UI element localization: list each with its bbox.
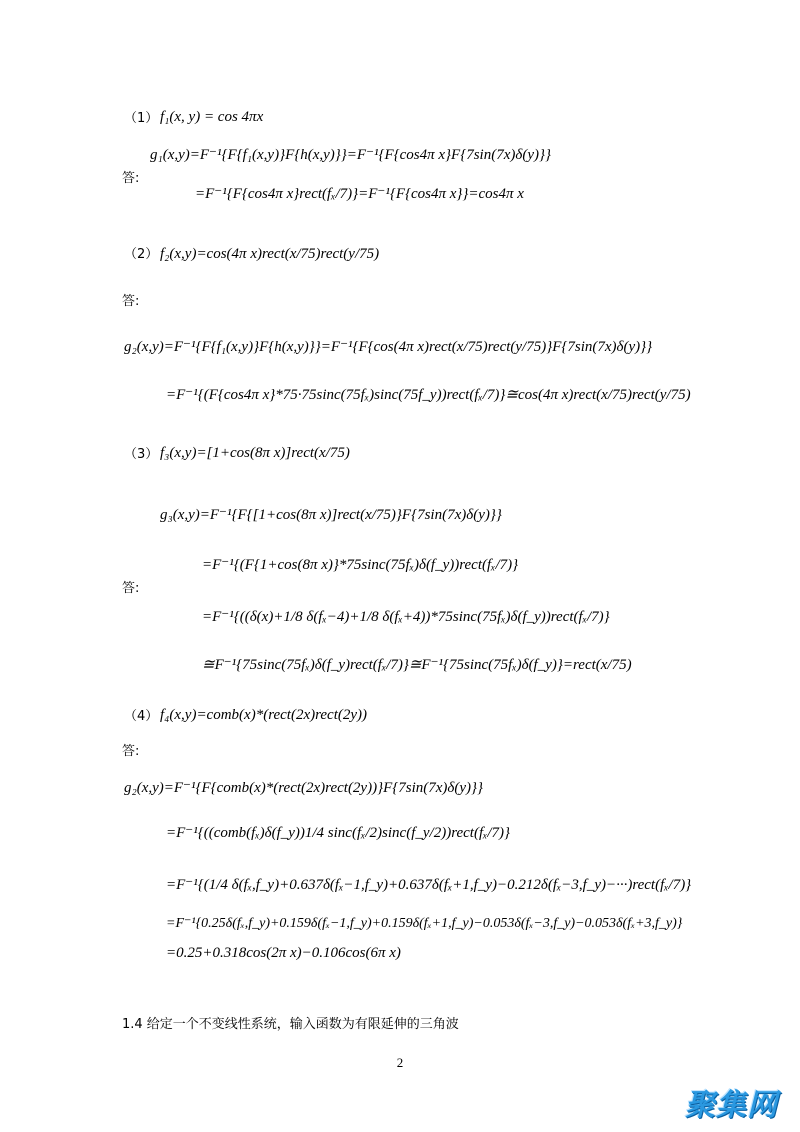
problem-2-step-2: =F⁻¹{(F{cos4π x}*75·75sinc(75fₓ)sinc(75f_y))rect(fₓ/7)}≅cos(4π x)rect(x/75)rect(y/75)	[166, 387, 691, 403]
watermark-logo: 聚集网	[685, 1088, 778, 1123]
problem-4-step-2: =F⁻¹{((comb(fₓ)δ(f_y))1/4 sinc(fₓ/2)sinc(f_y/2))rect(fₓ/7)}	[166, 825, 511, 841]
problem-1-step-2: =F⁻¹{F{cos4π x}rect(fₓ/7)}=F⁻¹{F{cos4π x}}=cos4π x	[195, 186, 524, 202]
problem-3-label: （3）	[124, 447, 159, 462]
problem-4-step-4: =F⁻¹{0.25δ(fₓ,f_y)+0.159δ(fₓ−1,f_y)+0.159δ(fₓ+1,f_y)−0.053δ(fₓ−3,f_y)−0.053δ(fₓ+3,f_y)}	[166, 916, 683, 931]
problem-1-statement: f₁(x, y) = cos 4πx	[160, 109, 264, 125]
next-problem-intro: 1.4 给定一个不变线性系统，输入函数为有限延伸的三角波	[122, 1017, 459, 1032]
page-number: 2	[396, 1055, 404, 1070]
problem-4-step-5: =0.25+0.318cos(2π x)−0.106cos(6π x)	[166, 945, 401, 961]
problem-4-step-1: g₂(x,y)=F⁻¹{F{comb(x)*(rect(2x)rect(2y))}F{7sin(7x)δ(y)}}	[124, 780, 484, 796]
problem-4-step-3: =F⁻¹{(1/4 δ(fₓ,f_y)+0.637δ(fₓ−1,f_y)+0.637δ(fₓ+1,f_y)−0.212δ(fₓ−3,f_y)−···)rect(fₓ/7)}	[166, 877, 692, 893]
problem-2-answer-label: 答:	[122, 294, 140, 309]
problem-3-answer-label: 答:	[122, 581, 140, 596]
problem-4-label: （4）	[124, 709, 159, 724]
problem-2-step-1: g₂(x,y)=F⁻¹{F{f₁(x,y)}F{h(x,y)}}=F⁻¹{F{cos(4π x)rect(x/75)rect(y/75)}F{7sin(7x)δ(y)}}	[124, 339, 653, 355]
problem-1-step-1: g₁(x,y)=F⁻¹{F{f₁(x,y)}F{h(x,y)}}=F⁻¹{F{cos4π x}F{7sin(7x)δ(y)}}	[150, 147, 551, 163]
problem-1-answer-label: 答:	[122, 171, 140, 186]
problem-4-statement: f₄(x,y)=comb(x)*(rect(2x)rect(2y))	[160, 707, 368, 723]
problem-3-step-3: =F⁻¹{((δ(x)+1/8 δ(fₓ−4)+1/8 δ(fₓ+4))*75sinc(75fₓ)δ(f_y))rect(fₓ/7)}	[202, 609, 610, 625]
problem-3-step-1: g₃(x,y)=F⁻¹{F{[1+cos(8π x)]rect(x/75)}F{7sin(7x)δ(y)}}	[160, 507, 502, 523]
problem-2-statement: f₂(x,y)=cos(4π x)rect(x/75)rect(y/75)	[160, 246, 380, 262]
problem-1-label: （1）	[124, 111, 159, 126]
problem-3-step-2: =F⁻¹{(F{1+cos(8π x)}*75sinc(75fₓ)δ(f_y))rect(fₓ/7)}	[202, 557, 519, 573]
problem-3-step-4: ≅F⁻¹{75sinc(75fₓ)δ(f_y)rect(fₓ/7)}≅F⁻¹{75sinc(75fₓ)δ(f_y)}=rect(x/75)	[202, 657, 632, 673]
problem-3-statement: f₃(x,y)=[1+cos(8π x)]rect(x/75)	[160, 445, 350, 461]
problem-4-answer-label: 答:	[122, 744, 140, 759]
problem-2-label: （2）	[124, 247, 159, 262]
